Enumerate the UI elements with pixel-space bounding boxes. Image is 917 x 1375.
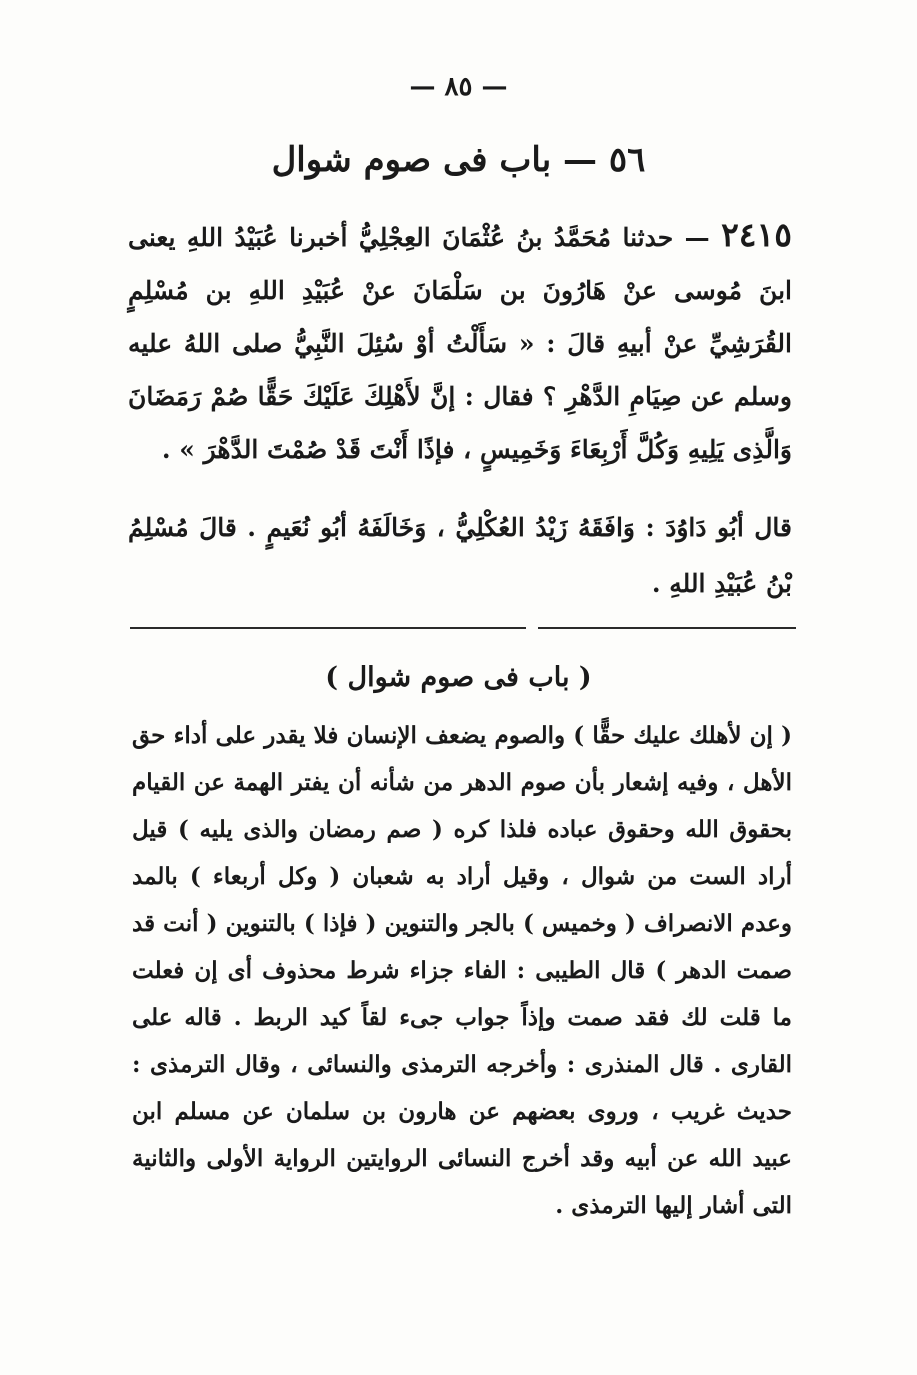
hadith-body: — حدثنا مُحَمَّدُ بنُ عُثْمَانَ العِجْلِيُّ أخبرنا عُبَيْدُ اللهِ يعنى ابنَ مُوسى عنْ هَارُونَ بن سَلْمَانَ عنْ عُبَيْدِ اللهِ بن مُسْلِمٍ القُرَشِيِّ عنْ أبيهِ قالَ : « سَأَلْتُ أوْ سُئِلَ النَّبِيُّ صلى اللهُ عليه وسلم عن صِيَامِ الدَّهْرِ ؟ فقال : إنَّ لأَهْلِكَ عَلَيْكَ حَقًّا صُمْ رَمَضَانَ وَالَّذِى يَلِيهِ وَكُلَّ أَرْبِعَاءَ وَخَمِيسٍ ، فإذًا أَنْتَ قَدْ صُمْتَ الدَّهْرَ » .	[128, 223, 792, 464]
page-number: — ٨٥ —	[409, 72, 508, 102]
hadith-text-block	[128, 208, 792, 476]
abu-dawud-note: قال أبُو دَاوُدَ : وَافَقَهُ زَيْدُ العُكْلِيُّ ، وَخَالَفَهُ أبُو نُعَيمٍ . قالَ مُسْلِمُ بْنُ عُبَيْدِ اللهِ .	[128, 513, 792, 598]
chapter-title: ٥٦ — باب فى صوم شوال	[271, 140, 646, 180]
hadith-number: ٢٤١٥	[721, 215, 792, 254]
commentary-text: ( إن لأهلك عليك حقًّا ) والصوم يضعف الإنسان فلا يقدر على أداء حق الأهل ، وفيه إشعار بأن صوم الدهر من شأنه أن يفتر الهمة عن القيام بحقوق الله وحقوق عباده فلذا كره ( صم رمضان والذى يليه ) قيل أراد الست من شوال ، وقيل أراد به شعبان ( وكل أربعاء ) بالمد وعدم الانصراف ( وخميس ) بالجر والتنوين ( فإذا ) بالتنوين ( أنت قد صمت الدهر ) قال الطيبى : الفاء جزاء شرط محذوف أى إن فعلت ما قلت لك فقد صمت وإذاً جواب جىء لقاً كيد الربط . قاله على القارى . قال المنذرى : وأخرجه الترمذى والنسائى ، وقال الترمذى : حديث غريب ، وروى بعضهم عن هارون بن سلمان عن مسلم ابن عبيد الله عن أبيه وقد أخرج النسائى الروايتين الرواية الأولى والثانية التى أشار إليها الترمذى .	[132, 722, 792, 1219]
commentary-title: ( باب فى صوم شوال )	[325, 662, 592, 693]
divider-line-right	[538, 627, 796, 629]
divider-line-left	[130, 627, 526, 629]
